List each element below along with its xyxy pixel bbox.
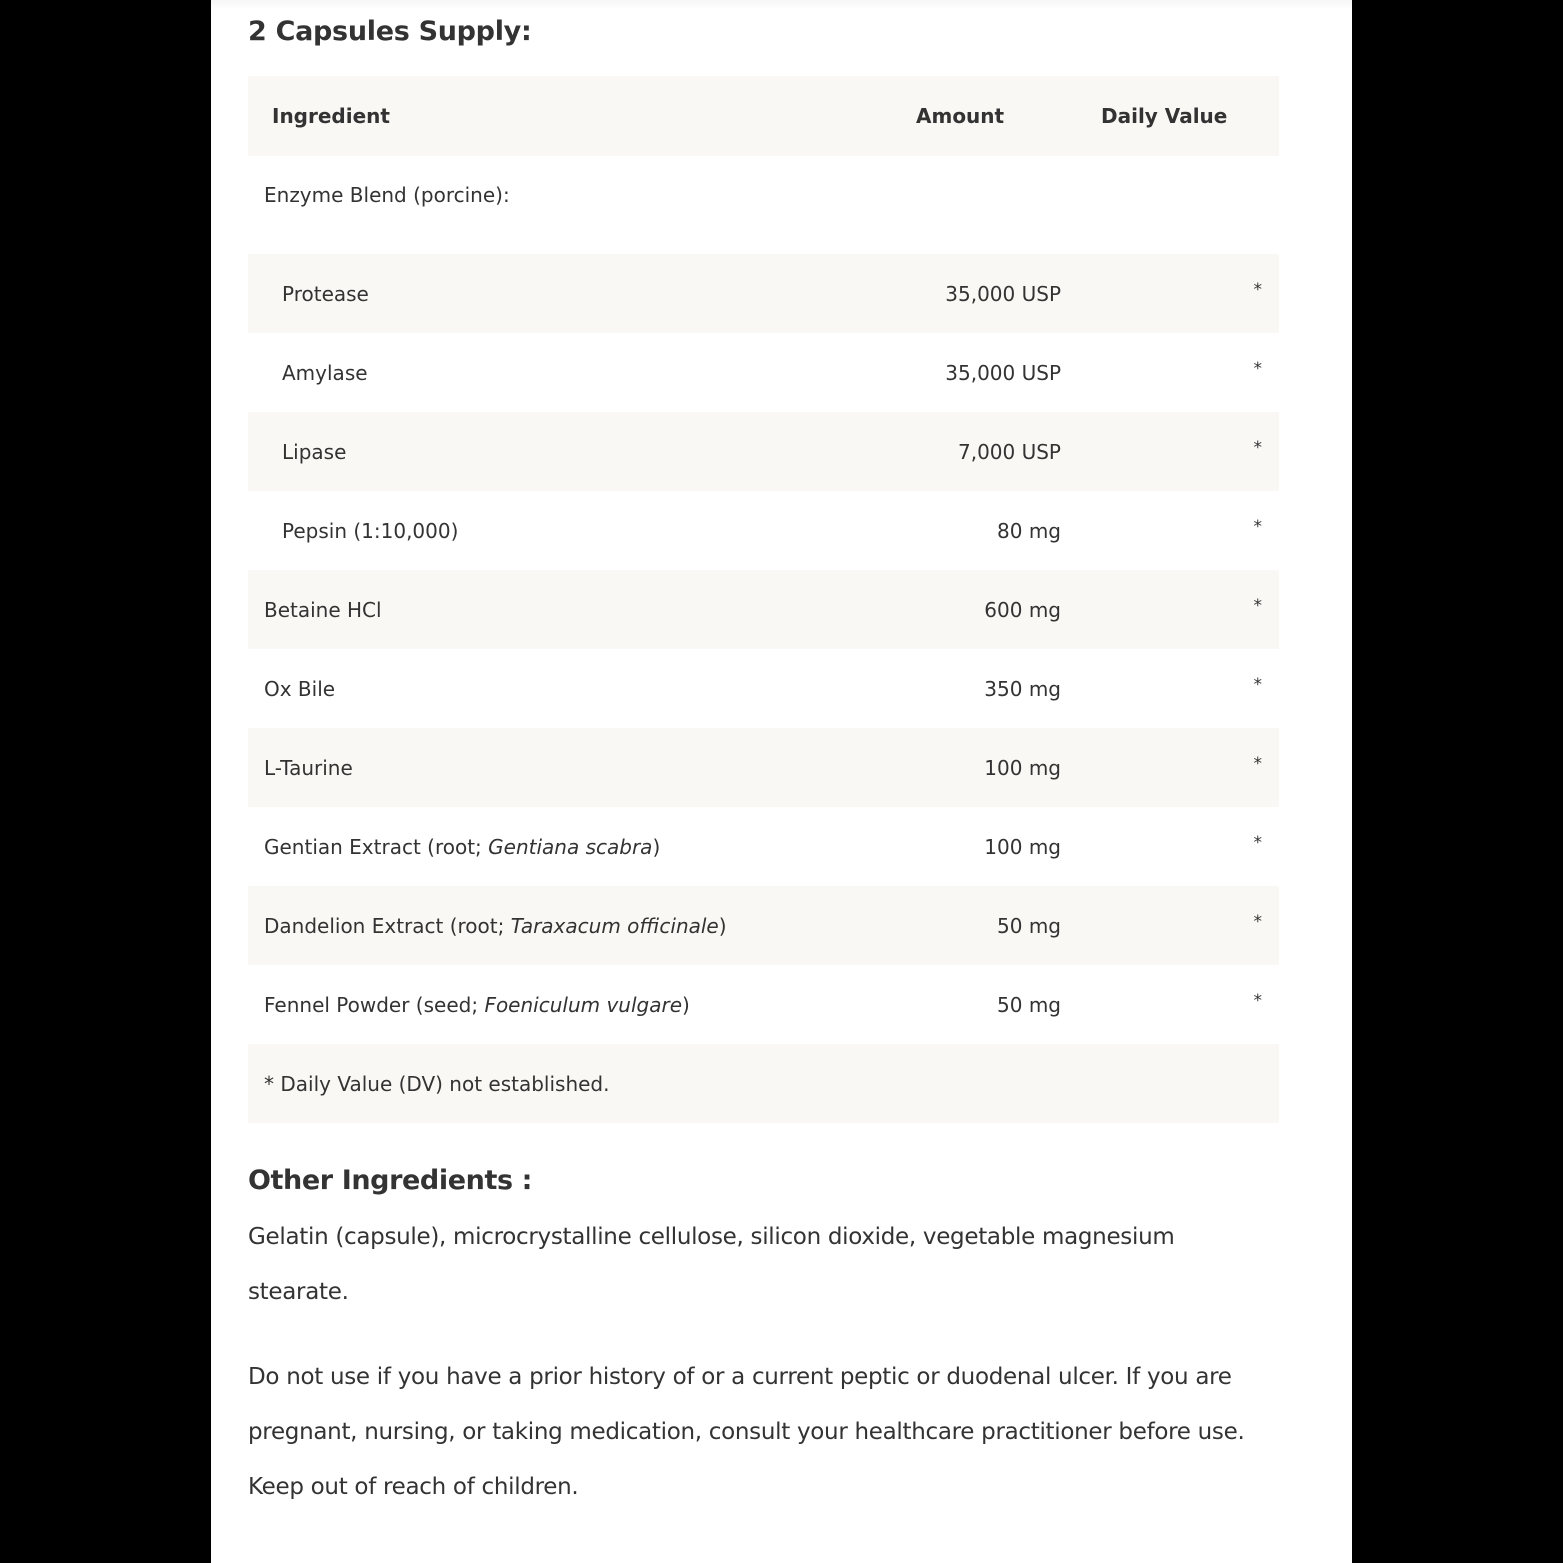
ingredient-amount: 100 mg (984, 834, 1061, 859)
ingredient-amount: 80 mg (997, 518, 1061, 543)
ingredient-name: L-Taurine (264, 755, 353, 780)
supplement-facts-table (248, 76, 1279, 1123)
content-panel (211, 0, 1352, 1563)
ingredient-daily-value: * (1253, 990, 1262, 1011)
ingredient-daily-value: * (1253, 516, 1262, 537)
table-footnote-row (248, 1044, 1279, 1123)
ingredient-daily-value: * (1253, 832, 1262, 853)
table-row (248, 886, 1279, 965)
group-label: Enzyme Blend (porcine): (264, 183, 510, 207)
daily-value-footnote: * Daily Value (DV) not established. (264, 1071, 610, 1096)
ingredient-name: Lipase (282, 439, 347, 464)
ingredient-daily-value: * (1253, 358, 1262, 379)
table-row (248, 965, 1279, 1044)
ingredient-name: Protease (282, 281, 369, 306)
ingredient-daily-value: * (1253, 437, 1262, 458)
ingredient-daily-value: * (1253, 911, 1262, 932)
ingredient-amount: 35,000 USP (945, 360, 1061, 385)
table-header (248, 76, 1279, 156)
ingredient-name: Dandelion Extract (root; Taraxacum officinale) (264, 913, 727, 938)
ingredient-amount: 600 mg (984, 597, 1061, 622)
ingredient-daily-value: * (1253, 279, 1262, 300)
supplement-facts-title: 2 Capsules Supply: (248, 16, 532, 47)
table-row (248, 807, 1279, 886)
table-row-group (248, 156, 1279, 254)
ingredient-name: Amylase (282, 360, 368, 385)
ingredient-name: Gentian Extract (root; Gentiana scabra) (264, 834, 661, 859)
ingredient-amount: 350 mg (984, 676, 1061, 701)
table-row (248, 649, 1279, 728)
ingredient-name: Pepsin (1:10,000) (282, 518, 459, 543)
ingredient-daily-value: * (1253, 674, 1262, 695)
table-row (248, 254, 1279, 333)
botanical-name: Taraxacum officinale (510, 913, 719, 938)
warning-text: Do not use if you have a prior history of or a current peptic or duodenal ulcer. If you are pregnant, nursing, or taking medication, consult your healthcare practitioner before use. Keep out of reach of children. (248, 1364, 1245, 1500)
table-row (248, 333, 1279, 412)
ingredient-daily-value: * (1253, 753, 1262, 774)
ingredient-amount: 35,000 USP (945, 281, 1061, 306)
table-row (248, 570, 1279, 649)
table-row (248, 412, 1279, 491)
ingredient-name: Betaine HCl (264, 597, 382, 622)
other-ingredients-title: Other Ingredients : (248, 1165, 533, 1196)
botanical-name: Gentiana scabra (488, 834, 653, 859)
table-row (248, 491, 1279, 570)
column-header-ingredient: Ingredient (272, 104, 390, 128)
ingredient-daily-value: * (1253, 595, 1262, 616)
column-header-amount: Amount (916, 104, 1005, 128)
ingredient-amount: 7,000 USP (957, 439, 1061, 464)
ingredient-amount: 50 mg (997, 992, 1061, 1017)
other-ingredients-text: Gelatin (capsule), microcrystalline cellulose, silicon dioxide, vegetable magnesium stearate. (248, 1224, 1175, 1305)
ingredient-name: Fennel Powder (seed; Foeniculum vulgare) (264, 992, 690, 1017)
ingredient-amount: 50 mg (997, 913, 1061, 938)
ingredient-name: Ox Bile (264, 676, 336, 701)
column-header-daily-value: Daily Value (1101, 104, 1228, 128)
ingredient-amount: 100 mg (984, 755, 1061, 780)
table-row (248, 728, 1279, 807)
botanical-name: Foeniculum vulgare (484, 992, 683, 1017)
